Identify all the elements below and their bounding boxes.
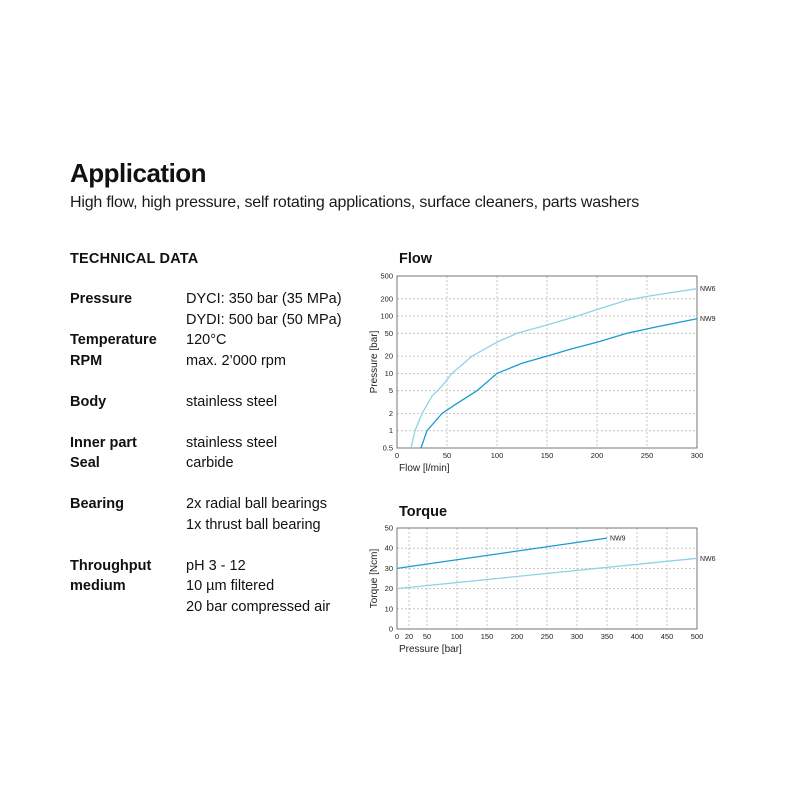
series-label-nw6: NW6: [700, 286, 716, 294]
y-tick-label: 50: [384, 328, 393, 338]
series-label-nw6: NW6: [700, 555, 716, 563]
spec-spacer: [70, 412, 370, 433]
x-tick-label: 350: [600, 632, 614, 641]
y-tick-label: 20: [384, 351, 393, 361]
y-tick-label: 100: [380, 311, 393, 321]
y-tick-label: 2: [388, 408, 393, 418]
x-tick-label: 50: [422, 632, 432, 641]
y-axis-label: Torque [Ncm]: [369, 548, 380, 609]
spec-value: carbide: [186, 455, 234, 471]
spec-row: [70, 433, 370, 454]
spec-value: DYDI: 500 bar (50 MPa): [186, 311, 342, 328]
x-tick-label: 450: [660, 632, 674, 641]
spec-spacer: [70, 474, 370, 495]
y-tick-label: 0: [388, 624, 393, 634]
x-tick-label: 0: [394, 451, 400, 460]
spec-value: stainless steel: [186, 434, 278, 451]
spec-label: Seal: [70, 455, 100, 471]
y-tick-label: 200: [380, 294, 393, 304]
spec-value: 20 bar compressed air: [186, 598, 331, 615]
spec-label: Body: [70, 393, 107, 410]
y-tick-label: 500: [380, 271, 393, 281]
torque-chart: [360, 520, 790, 660]
x-tick-label: 500: [690, 632, 704, 641]
y-tick-label: 1: [388, 426, 393, 436]
spec-table: [70, 289, 370, 617]
x-tick-label: 300: [690, 451, 704, 460]
spec-spacer: [70, 535, 370, 556]
spec-value: DYCI: 350 bar (35 MPa): [186, 291, 342, 307]
flow-chart-title: Flow: [399, 251, 433, 267]
spec-value: 2x radial ball bearings: [186, 496, 328, 512]
spec-row: [70, 453, 370, 474]
x-tick-label: 250: [640, 451, 654, 460]
spec-row: [70, 556, 370, 577]
series-line-nw6: [411, 289, 697, 448]
series-label-nw9: NW9: [610, 535, 626, 543]
spec-row: [70, 576, 370, 617]
x-tick-label: 200: [510, 632, 524, 641]
x-tick-label: 200: [590, 451, 604, 460]
section-title: TECHNICAL DATA: [70, 251, 199, 267]
y-tick-label: 0.5: [382, 443, 393, 453]
y-tick-label: 30: [384, 563, 393, 573]
series-line-nw9: [421, 319, 697, 448]
spec-value: 120°C: [186, 332, 227, 348]
y-axis-label: Pressure [bar]: [369, 330, 380, 394]
spec-value: pH 3 - 12: [186, 557, 246, 574]
x-tick-label: 20: [404, 632, 414, 641]
x-tick-label: 100: [490, 451, 504, 460]
x-axis-label: Pressure [bar]: [399, 644, 462, 655]
spec-label: RPM: [70, 352, 103, 369]
spec-value: 1x thrust ball bearing: [186, 516, 321, 533]
x-tick-label: 400: [630, 632, 644, 641]
page-title: Application: [70, 158, 207, 188]
flow-chart: [360, 268, 790, 486]
spec-label: Temperature: [70, 332, 157, 348]
spec-label: Throughput: [70, 557, 152, 574]
x-tick-label: 300: [570, 632, 584, 641]
x-tick-label: 150: [480, 632, 494, 641]
x-tick-label: 100: [450, 632, 464, 641]
spec-row: [70, 494, 370, 535]
y-tick-label: 40: [384, 543, 393, 553]
x-tick-label: 250: [540, 632, 554, 641]
spec-value: stainless steel: [186, 393, 278, 410]
y-tick-label: 5: [388, 386, 393, 396]
spec-value: max. 2’000 rpm: [186, 352, 286, 369]
y-tick-label: 10: [384, 368, 393, 378]
series-line-nw9: [397, 538, 607, 568]
page-subtitle: High flow, high pressure, self rotating applications, surface cleaners, parts washers: [70, 194, 640, 211]
y-tick-label: 50: [384, 523, 393, 533]
x-tick-label: 150: [540, 451, 554, 460]
spec-row: [70, 392, 370, 413]
spec-spacer: [70, 371, 370, 392]
spec-label: Pressure: [70, 291, 133, 307]
torque-chart-title: Torque: [399, 504, 448, 520]
series-label-nw9: NW9: [700, 316, 716, 324]
y-tick-label: 20: [384, 584, 393, 594]
x-tick-label: 50: [442, 451, 452, 460]
spec-row: [70, 351, 370, 372]
spec-label: Inner part: [70, 434, 137, 451]
spec-label: medium: [70, 578, 126, 594]
x-tick-label: 0: [394, 632, 400, 641]
spec-label: Bearing: [70, 496, 124, 512]
y-tick-label: 10: [384, 604, 393, 614]
spec-row: [70, 289, 370, 330]
x-axis-label: Flow [l/min]: [399, 463, 450, 474]
spec-row: [70, 330, 370, 351]
spec-value: 10 µm filtered: [186, 578, 275, 594]
